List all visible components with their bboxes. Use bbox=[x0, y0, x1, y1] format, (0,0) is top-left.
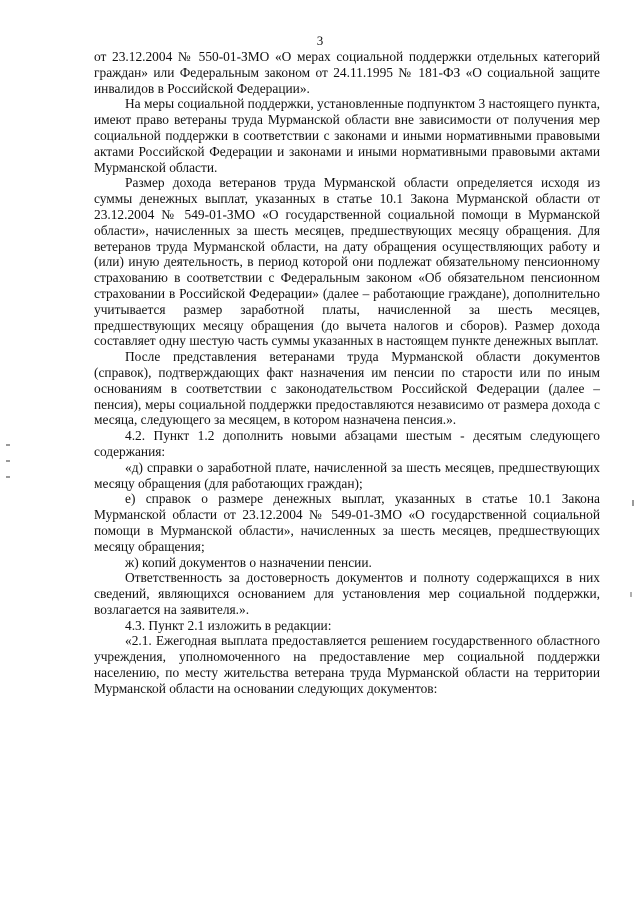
paragraph-11: «2.1. Ежегодная выплата предоставляется решением государственного областного учреждения, уполномоченного на предоставление мер социальной поддержки населению, по месту жительства ветерана труда Мурманской области на территории Мурманской области на основании следующих документов: bbox=[94, 633, 600, 696]
scan-artifact bbox=[6, 444, 10, 446]
scan-artifact bbox=[6, 476, 10, 478]
paragraph-7: е) справок о размере денежных выплат, указанных в статье 10.1 Закона Мурманской области от 23.12.2004 № 549-01-ЗМО «О государственной социальной помощи в Мурманской области», начисленных за шесть месяцев, предшествующих месяцу обращения; bbox=[94, 491, 600, 554]
paragraph-5: 4.2. Пункт 1.2 дополнить новыми абзацами шестым - десятым следующего содержания: bbox=[94, 428, 600, 459]
paragraph-2: На меры социальной поддержки, установленные подпунктом 3 настоящего пункта, имеют право ветераны труда Мурманской области вне зависимости от получения мер социальной поддержки в соответствии с законами и иными нормативными правовыми актами Российской Федерации и законами и иными нормативными правовыми актами Мурманской области. bbox=[94, 96, 600, 175]
scan-artifact bbox=[630, 592, 632, 597]
paragraph-10: 4.3. Пункт 2.1 изложить в редакции: bbox=[125, 617, 332, 633]
paragraph-4: После представления ветеранами труда Мурманской области документов (справок), подтверждающих факт назначения им пенсии по старости или по иным основаниям в соответствии с законодательством Российской Федерации (далее – пенсия), меры социальной поддержки предоставляются независимо от размера дохода с месяца, следующего за месяцем, в котором назначена пенсия.». bbox=[94, 349, 600, 428]
scan-artifact bbox=[632, 500, 634, 506]
paragraph-6: «д) справки о заработной плате, начисленной за шесть месяцев, предшествующих месяцу обращения (для работающих граждан); bbox=[94, 459, 600, 491]
scan-artifact bbox=[6, 460, 10, 462]
paragraph-9: Ответственность за достоверность документов и полноту содержащихся в них сведений, являющихся основанием для установления мер социальной поддержки, возлагается на заявителя.». bbox=[94, 570, 600, 617]
document-body bbox=[94, 49, 600, 697]
paragraph-3: Размер дохода ветеранов труда Мурманской области определяется исходя из суммы денежных выплат, указанных в статье 10.1 Закона Мурманской области от 23.12.2004 № 549-01-ЗМО «О государственной социальной помощи в Мурманской области», начисленных за шесть месяцев, предшествующих месяцу обращения. Для ветеранов труда Мурманской области, на дату обращения осуществляющих работу и (или) иную деятельность, в период которой они подлежат обязательному пенсионному страхованию в соответствии с Федеральным законом «Об обязательном пенсионном страховании в Российской Федерации» (далее – работающие граждане), дополнительно учитывается размер заработной платы, начисленной за шесть месяцев, предшествующих месяцу обращения (до вычета налогов и сборов). Размер дохода составляет одну шестую часть суммы указанных в настоящем пункте денежных выплат. bbox=[94, 175, 600, 349]
paragraph-8: ж) копий документов о назначении пенсии. bbox=[125, 554, 372, 570]
paragraph-1: от 23.12.2004 № 550-01-ЗМО «О мерах социальной поддержки отдельных категорий граждан» или Федеральным законом от 24.11.1995 № 181-ФЗ «О социальной защите инвалидов в Российской Федерации». bbox=[94, 49, 600, 96]
page-number: 3 bbox=[316, 33, 324, 48]
